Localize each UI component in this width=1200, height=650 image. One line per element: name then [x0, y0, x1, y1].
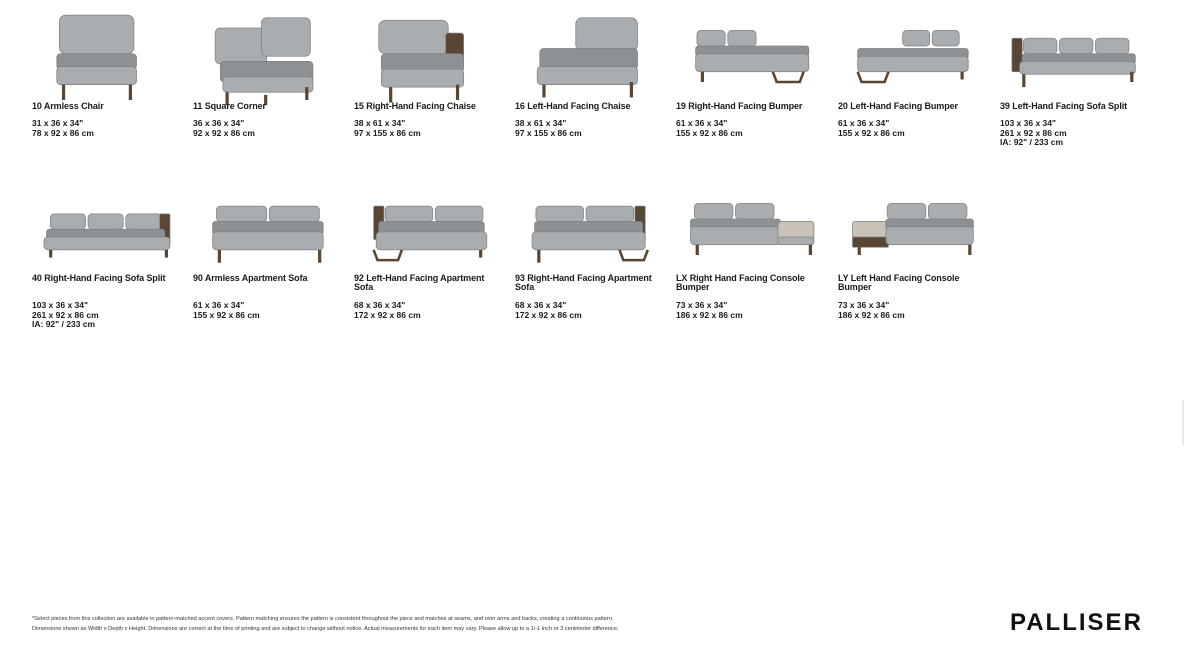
- dims-metric: 97 x 155 x 86 cm: [354, 127, 421, 138]
- dims-metric: 97 x 155 x 86 cm: [515, 127, 582, 138]
- dims-metric: 172 x 92 x 86 cm: [515, 309, 582, 320]
- piece-name: 11 Square Corner: [193, 101, 266, 111]
- dims-imperial: 31 x 36 x 34": [32, 118, 84, 128]
- piece-name: 20 Left-Hand Facing Bumper: [838, 101, 958, 111]
- piece-name: 40 Right-Hand Facing Sofa Split: [32, 273, 166, 283]
- piece-name: 10 Armless Chair: [32, 101, 104, 111]
- dims-imperial: 73 x 36 x 34": [676, 300, 728, 310]
- dims-metric: 172 x 92 x 86 cm: [354, 309, 421, 320]
- dims-imperial: 73 x 36 x 34": [838, 300, 890, 310]
- dims-inside-arm: IA: 92" / 233 cm: [32, 319, 96, 329]
- piece-name: 93 Right-Hand Facing Apartment Sofa: [515, 273, 652, 292]
- footnote-line-2: Dimensions shown as Width x Depth x Height. Dimensions are correct at the time of printing and are subject to change without notice. Actual measurements for each item may vary. Please allow up to a 1/-1 inch or 3 centimeter difference.: [32, 626, 619, 632]
- dims-imperial: 68 x 36 x 34": [354, 300, 406, 310]
- lhf-sofa-split-icon: [1000, 10, 1155, 100]
- rhf-apartment-sofa-icon: [515, 183, 670, 273]
- dims-imperial: 38 x 61 x 34": [354, 118, 406, 128]
- lhf-bumper-icon: [838, 10, 993, 100]
- piece-name: 92 Left-Hand Facing Apartment Sofa: [354, 273, 485, 292]
- dims-imperial: 38 x 61 x 34": [515, 118, 567, 128]
- lhf-console-bumper-icon: [838, 183, 993, 273]
- rhf-sofa-split-icon: [32, 183, 187, 273]
- piece-dimensions: [32, 301, 99, 330]
- dims-metric: 155 x 92 x 86 cm: [838, 127, 905, 138]
- dims-metric: 261 x 92 x 86 cm: [32, 309, 99, 320]
- piece-dimensions: [193, 301, 260, 320]
- piece-name: 90 Armless Apartment Sofa: [193, 273, 308, 283]
- dims-imperial: 68 x 36 x 34": [515, 300, 567, 310]
- rhf-chaise-icon: [354, 10, 509, 100]
- square-corner-icon: [193, 10, 348, 100]
- dims-imperial: 36 x 36 x 34": [193, 118, 245, 128]
- dims-imperial: 61 x 36 x 34": [193, 300, 245, 310]
- rhf-bumper-icon: [676, 10, 831, 100]
- piece-name: LX Right Hand Facing Console Bumper: [676, 273, 805, 292]
- lhf-chaise-icon: [515, 10, 670, 100]
- piece-name: LY Left Hand Facing Console Bumper: [838, 273, 960, 292]
- dims-imperial: 61 x 36 x 34": [838, 118, 890, 128]
- dims-imperial: 103 x 36 x 34": [32, 300, 89, 310]
- dims-imperial: 61 x 36 x 34": [676, 118, 728, 128]
- dims-metric: 78 x 92 x 86 cm: [32, 127, 94, 138]
- piece-dimensions: [354, 301, 421, 320]
- lhf-apartment-sofa-icon: [354, 183, 509, 273]
- dims-metric: 261 x 92 x 86 cm: [1000, 127, 1067, 138]
- piece-dimensions: [838, 301, 905, 320]
- dims-inside-arm: IA: 92" / 233 cm: [1000, 137, 1064, 147]
- piece-name: 19 Right-Hand Facing Bumper: [676, 101, 803, 111]
- page-edge-mark: [1182, 400, 1184, 445]
- piece-dimensions: [32, 119, 94, 138]
- dims-metric: 155 x 92 x 86 cm: [676, 127, 743, 138]
- rhf-console-bumper-icon: [676, 183, 831, 273]
- dims-metric: 186 x 92 x 86 cm: [676, 309, 743, 320]
- armless-chair-icon: [32, 10, 187, 100]
- piece-dimensions: [515, 301, 582, 320]
- dims-metric: 92 x 92 x 86 cm: [193, 127, 255, 138]
- piece-dimensions: [1000, 119, 1067, 148]
- dims-imperial: 103 x 36 x 34": [1000, 118, 1057, 128]
- armless-apartment-sofa-icon: [193, 183, 348, 273]
- footnote-line-1: *Select pieces from this collection are available in pattern-matched accent covers. Pattern matching ensures the pattern is consistent throughout the piece and matches at seams, and over arms and backs, creating a continuous pattern.: [32, 616, 614, 622]
- piece-dimensions: [838, 119, 905, 138]
- footnote: [32, 614, 619, 634]
- piece-dimensions: [676, 301, 743, 320]
- piece-dimensions: [354, 119, 421, 138]
- brand-logo: PALLISER: [1010, 609, 1143, 636]
- piece-dimensions: [676, 119, 743, 138]
- piece-name: 16 Left-Hand Facing Chaise: [515, 101, 631, 111]
- dims-metric: 186 x 92 x 86 cm: [838, 309, 905, 320]
- piece-name: 15 Right-Hand Facing Chaise: [354, 101, 476, 111]
- piece-dimensions: [193, 119, 255, 138]
- dims-metric: 155 x 92 x 86 cm: [193, 309, 260, 320]
- piece-dimensions: [515, 119, 582, 138]
- piece-name: 39 Left-Hand Facing Sofa Split: [1000, 101, 1128, 111]
